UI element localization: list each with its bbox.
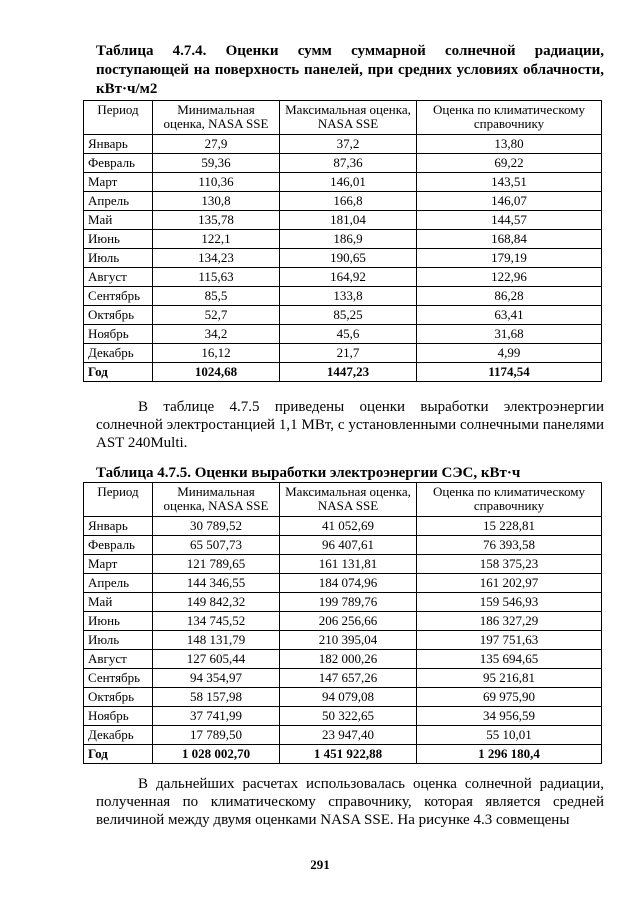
max-estimate-cell: 50 322,65 xyxy=(280,707,417,726)
energy-output-table xyxy=(83,482,602,764)
min-estimate-cell: 134 745,52 xyxy=(153,612,280,631)
table-row xyxy=(84,669,602,688)
period-cell: Апрель xyxy=(84,192,153,211)
handbook-estimate-cell: 69 975,90 xyxy=(417,688,602,707)
max-estimate-cell: 184 074,96 xyxy=(280,574,417,593)
handbook-estimate-cell: 146,07 xyxy=(417,192,602,211)
min-estimate-cell: 34,2 xyxy=(153,325,280,344)
period-cell: Ноябрь xyxy=(84,707,153,726)
max-estimate-cell: 85,25 xyxy=(280,306,417,325)
paragraph-text: В таблице 4.7.5 приведены оценки выработки электроэнергии солнечной электростанцией 1,1 МВт, с установленными солнечными панелями AST 240Multi. xyxy=(96,399,604,451)
table-row xyxy=(84,631,602,650)
period-cell: Март xyxy=(84,555,153,574)
period-cell: Август xyxy=(84,268,153,287)
max-estimate-cell: 206 256,66 xyxy=(280,612,417,631)
table-row xyxy=(84,268,602,287)
handbook-estimate-cell: 4,99 xyxy=(417,344,602,363)
min-estimate-cell: 134,23 xyxy=(153,249,280,268)
min-estimate-cell: 135,78 xyxy=(153,211,280,230)
table-row xyxy=(84,650,602,669)
handbook-estimate-cell: 13,80 xyxy=(417,135,602,154)
period-cell: Май xyxy=(84,593,153,612)
period-cell: Март xyxy=(84,173,153,192)
total-min-estimate-cell: 1 028 002,70 xyxy=(153,745,280,764)
min-estimate-cell: 121 789,65 xyxy=(153,555,280,574)
table-row xyxy=(84,688,602,707)
page-number: 291 xyxy=(310,857,330,872)
table-header-row xyxy=(84,483,602,517)
table-row xyxy=(84,230,602,249)
table-row xyxy=(84,306,602,325)
max-estimate-cell: 94 079,08 xyxy=(280,688,417,707)
column-header-climate-handbook: Оценка по климатическому справочнику xyxy=(417,483,602,517)
max-estimate-cell: 87,36 xyxy=(280,154,417,173)
handbook-estimate-cell: 95 216,81 xyxy=(417,669,602,688)
handbook-estimate-cell: 197 751,63 xyxy=(417,631,602,650)
total-min-estimate-cell: 1024,68 xyxy=(153,363,280,382)
handbook-estimate-cell: 34 956,59 xyxy=(417,707,602,726)
max-estimate-cell: 147 657,26 xyxy=(280,669,417,688)
max-estimate-cell: 199 789,76 xyxy=(280,593,417,612)
handbook-estimate-cell: 186 327,29 xyxy=(417,612,602,631)
max-estimate-cell: 21,7 xyxy=(280,344,417,363)
max-estimate-cell: 161 131,81 xyxy=(280,555,417,574)
table-row xyxy=(84,135,602,154)
max-estimate-cell: 186,9 xyxy=(280,230,417,249)
column-header-min-nasa: Минимальная оценка, NASA SSE xyxy=(153,483,280,517)
min-estimate-cell: 148 131,79 xyxy=(153,631,280,650)
min-estimate-cell: 115,63 xyxy=(153,268,280,287)
max-estimate-cell: 182 000,26 xyxy=(280,650,417,669)
period-cell: Июль xyxy=(84,631,153,650)
handbook-estimate-cell: 76 393,58 xyxy=(417,536,602,555)
period-cell: Февраль xyxy=(84,536,153,555)
column-header-max-nasa: Максимальная оценка, NASA SSE xyxy=(280,483,417,517)
min-estimate-cell: 130,8 xyxy=(153,192,280,211)
min-estimate-cell: 65 507,73 xyxy=(153,536,280,555)
period-cell: Май xyxy=(84,211,153,230)
period-cell: Июнь xyxy=(84,612,153,631)
column-header-period: Период xyxy=(84,101,153,135)
period-cell: Октябрь xyxy=(84,306,153,325)
max-estimate-cell: 164,92 xyxy=(280,268,417,287)
table-row xyxy=(84,517,602,536)
period-cell: Февраль xyxy=(84,154,153,173)
table-row xyxy=(84,325,602,344)
table-row xyxy=(84,173,602,192)
period-cell: Июнь xyxy=(84,230,153,249)
table-4-7-5-caption: Таблица 4.7.5. Оценки выработки электроэнергии СЭС, кВт·ч xyxy=(96,465,521,481)
period-cell: Август xyxy=(84,650,153,669)
max-estimate-cell: 41 052,69 xyxy=(280,517,417,536)
max-estimate-cell: 96 407,61 xyxy=(280,536,417,555)
max-estimate-cell: 181,04 xyxy=(280,211,417,230)
max-estimate-cell: 190,65 xyxy=(280,249,417,268)
period-cell: Январь xyxy=(84,135,153,154)
handbook-estimate-cell: 168,84 xyxy=(417,230,602,249)
column-header-period: Период xyxy=(84,483,153,517)
table-row xyxy=(84,211,602,230)
table-total-row xyxy=(84,745,602,764)
period-cell: Апрель xyxy=(84,574,153,593)
handbook-estimate-cell: 161 202,97 xyxy=(417,574,602,593)
total-handbook-estimate-cell: 1 296 180,4 xyxy=(417,745,602,764)
table-4-7-4-caption: Таблица 4.7.4. Оценки сумм суммарной солнечной радиации, поступающей на поверхность панелей, при средних условиях облачности, кВт·ч/м2 xyxy=(96,43,604,97)
table-row xyxy=(84,707,602,726)
min-estimate-cell: 127 605,44 xyxy=(153,650,280,669)
table-row xyxy=(84,154,602,173)
period-cell: Июль xyxy=(84,249,153,268)
table-row xyxy=(84,536,602,555)
max-estimate-cell: 210 395,04 xyxy=(280,631,417,650)
total-handbook-estimate-cell: 1174,54 xyxy=(417,363,602,382)
period-cell: Октябрь xyxy=(84,688,153,707)
table-row xyxy=(84,574,602,593)
handbook-estimate-cell: 143,51 xyxy=(417,173,602,192)
max-estimate-cell: 23 947,40 xyxy=(280,726,417,745)
paragraph-text: В дальнейших расчетах использовалась оценка солнечной радиации, полученная по климатическому справочнику, которая является средней величиной между двумя оценками NASA SSE. На рисунке 4.3 совмещены xyxy=(96,776,604,828)
paragraph-further-calculations xyxy=(96,775,604,829)
period-cell: Сентябрь xyxy=(84,287,153,306)
period-cell: Декабрь xyxy=(84,344,153,363)
table-row xyxy=(84,192,602,211)
handbook-estimate-cell: 69,22 xyxy=(417,154,602,173)
handbook-estimate-cell: 63,41 xyxy=(417,306,602,325)
min-estimate-cell: 16,12 xyxy=(153,344,280,363)
min-estimate-cell: 17 789,50 xyxy=(153,726,280,745)
min-estimate-cell: 122,1 xyxy=(153,230,280,249)
total-max-estimate-cell: 1 451 922,88 xyxy=(280,745,417,764)
handbook-estimate-cell: 55 10,01 xyxy=(417,726,602,745)
min-estimate-cell: 85,5 xyxy=(153,287,280,306)
handbook-estimate-cell: 135 694,65 xyxy=(417,650,602,669)
handbook-estimate-cell: 179,19 xyxy=(417,249,602,268)
total-max-estimate-cell: 1447,23 xyxy=(280,363,417,382)
max-estimate-cell: 133,8 xyxy=(280,287,417,306)
handbook-estimate-cell: 144,57 xyxy=(417,211,602,230)
min-estimate-cell: 149 842,32 xyxy=(153,593,280,612)
period-cell: Декабрь xyxy=(84,726,153,745)
table-row xyxy=(84,555,602,574)
max-estimate-cell: 146,01 xyxy=(280,173,417,192)
min-estimate-cell: 59,36 xyxy=(153,154,280,173)
total-period-cell: Год xyxy=(84,745,153,764)
table-row xyxy=(84,726,602,745)
period-cell: Сентябрь xyxy=(84,669,153,688)
period-cell: Ноябрь xyxy=(84,325,153,344)
max-estimate-cell: 45,6 xyxy=(280,325,417,344)
min-estimate-cell: 58 157,98 xyxy=(153,688,280,707)
max-estimate-cell: 166,8 xyxy=(280,192,417,211)
paragraph-table-intro xyxy=(96,398,604,452)
handbook-estimate-cell: 122,96 xyxy=(417,268,602,287)
min-estimate-cell: 30 789,52 xyxy=(153,517,280,536)
min-estimate-cell: 27,9 xyxy=(153,135,280,154)
column-header-min-nasa: Минимальная оценка, NASA SSE xyxy=(153,101,280,135)
handbook-estimate-cell: 15 228,81 xyxy=(417,517,602,536)
table-row xyxy=(84,344,602,363)
column-header-max-nasa: Максимальная оценка, NASA SSE xyxy=(280,101,417,135)
table-header-row xyxy=(84,101,602,135)
table-total-row xyxy=(84,363,602,382)
min-estimate-cell: 144 346,55 xyxy=(153,574,280,593)
table-row xyxy=(84,593,602,612)
total-period-cell: Год xyxy=(84,363,153,382)
min-estimate-cell: 52,7 xyxy=(153,306,280,325)
table-row xyxy=(84,249,602,268)
handbook-estimate-cell: 86,28 xyxy=(417,287,602,306)
min-estimate-cell: 37 741,99 xyxy=(153,707,280,726)
handbook-estimate-cell: 31,68 xyxy=(417,325,602,344)
table-row xyxy=(84,612,602,631)
min-estimate-cell: 110,36 xyxy=(153,173,280,192)
solar-radiation-table xyxy=(83,100,602,382)
handbook-estimate-cell: 158 375,23 xyxy=(417,555,602,574)
column-header-climate-handbook: Оценка по климатическому справочнику xyxy=(417,101,602,135)
handbook-estimate-cell: 159 546,93 xyxy=(417,593,602,612)
max-estimate-cell: 37,2 xyxy=(280,135,417,154)
min-estimate-cell: 94 354,97 xyxy=(153,669,280,688)
period-cell: Январь xyxy=(84,517,153,536)
table-row xyxy=(84,287,602,306)
